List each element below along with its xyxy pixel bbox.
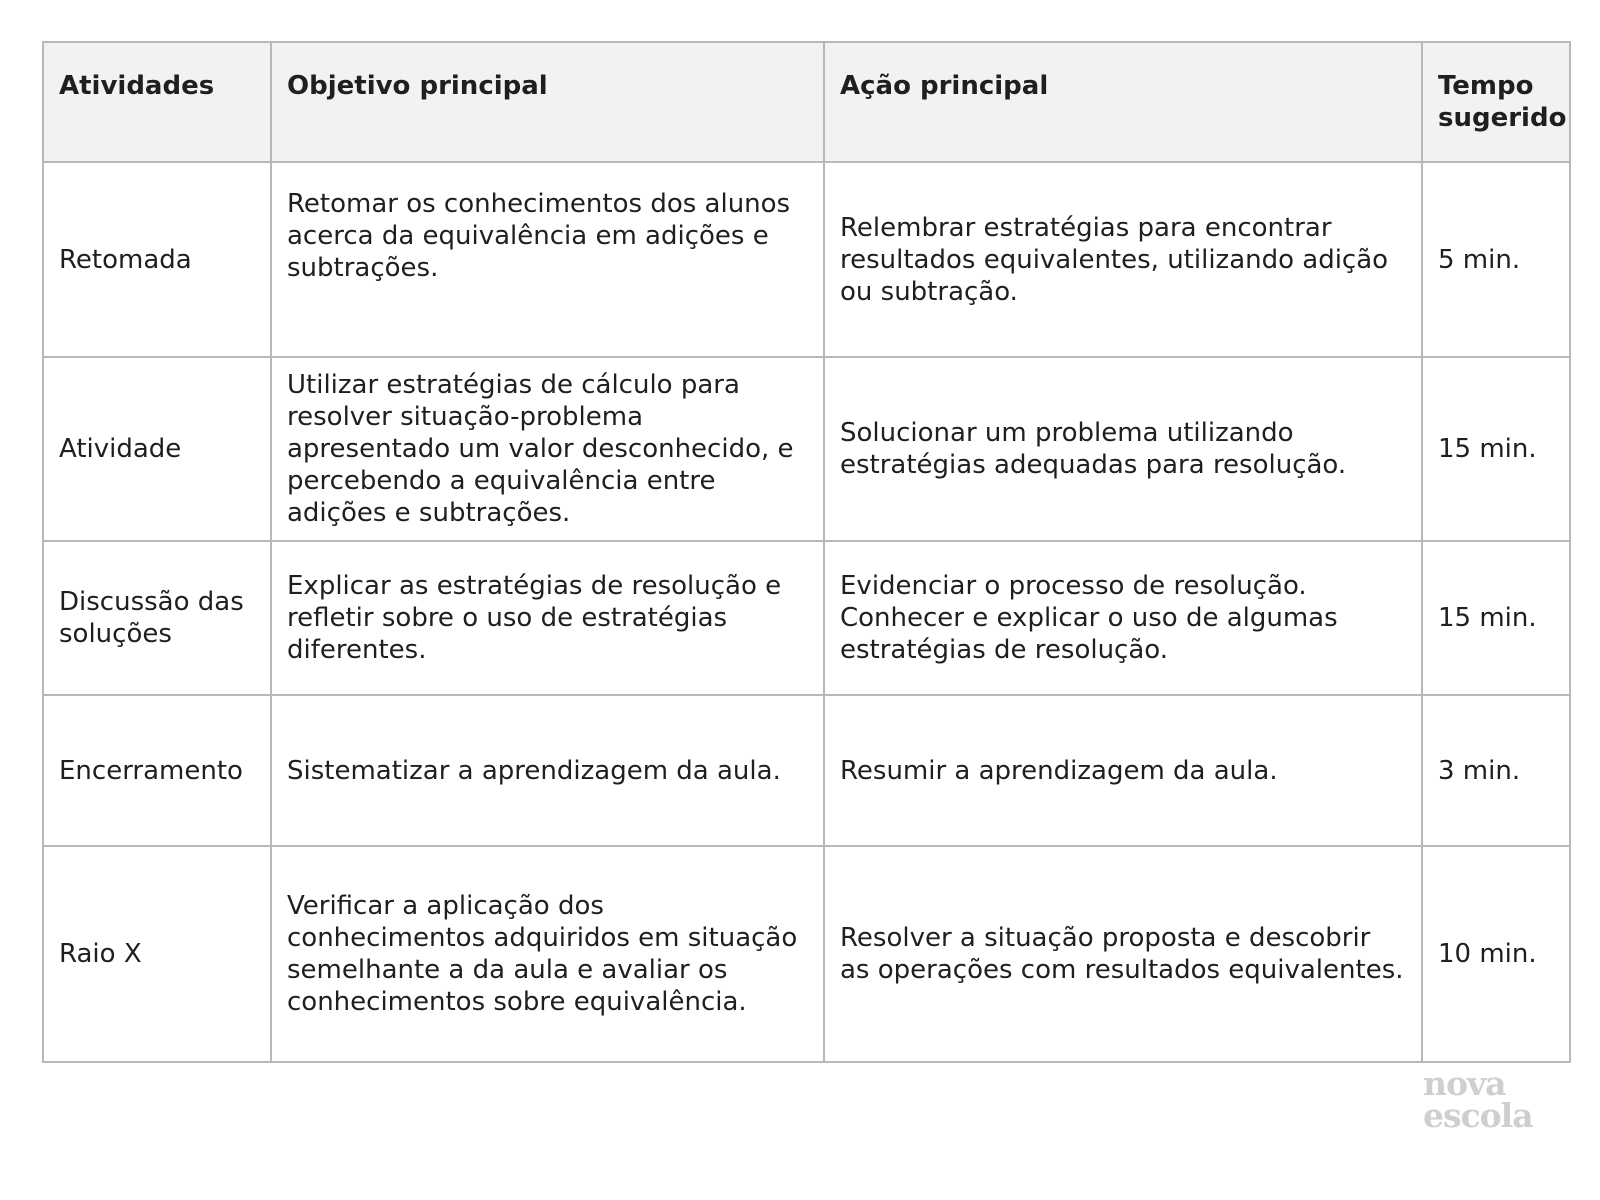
table-header-row (43, 42, 1570, 162)
logo-line-nova: nova (1423, 1064, 1506, 1103)
lesson-plan-table (42, 41, 1571, 1063)
header-tempo-sugerido: Tempo sugerido (1422, 42, 1570, 162)
header-acao-principal: Ação principal (824, 42, 1422, 162)
cell-objetivo: Utilizar estratégias de cálculo para resolver situação-problema apresentado um valor desconhecido, e percebendo a equivalência entre adições e subtrações. (271, 357, 824, 541)
cell-tempo: 15 min. (1422, 541, 1570, 695)
cell-atividade: Retomada (43, 162, 271, 357)
cell-objetivo: Verificar a aplicação dos conhecimentos adquiridos em situação semelhante a da aula e avaliar os conhecimentos sobre equivalência. (271, 846, 824, 1062)
cell-tempo: 10 min. (1422, 846, 1570, 1062)
cell-atividade: Atividade (43, 357, 271, 541)
header-objetivo-principal: Objetivo principal (271, 42, 824, 162)
table-row (43, 695, 1570, 846)
table-row (43, 162, 1570, 357)
cell-acao: Relembrar estratégias para encontrar resultados equivalentes, utilizando adição ou subtração. (824, 162, 1422, 357)
table-row (43, 541, 1570, 695)
cell-tempo: 5 min. (1422, 162, 1570, 357)
cell-acao: Resumir a aprendizagem da aula. (824, 695, 1422, 846)
logo-line-escola: escola (1423, 1096, 1533, 1135)
cell-acao: Solucionar um problema utilizando estratégias adequadas para resolução. (824, 357, 1422, 541)
cell-acao: Evidenciar o processo de resolução. Conhecer e explicar o uso de algumas estratégias de resolução. (824, 541, 1422, 695)
cell-objetivo: Retomar os conhecimentos dos alunos acerca da equivalência em adições e subtrações. (271, 162, 824, 357)
nova-escola-logo (1423, 1064, 1553, 1135)
cell-atividade: Encerramento (43, 695, 271, 846)
table-row (43, 357, 1570, 541)
cell-tempo: 15 min. (1422, 357, 1570, 541)
header-atividades: Atividades (43, 42, 271, 162)
cell-acao: Resolver a situação proposta e descobrir as operações com resultados equivalentes. (824, 846, 1422, 1062)
cell-tempo: 3 min. (1422, 695, 1570, 846)
cell-atividade: Discussão das soluções (43, 541, 271, 695)
table-row (43, 846, 1570, 1062)
cell-atividade: Raio X (43, 846, 271, 1062)
cell-objetivo: Explicar as estratégias de resolução e refletir sobre o uso de estratégias diferentes. (271, 541, 824, 695)
cell-objetivo: Sistematizar a aprendizagem da aula. (271, 695, 824, 846)
